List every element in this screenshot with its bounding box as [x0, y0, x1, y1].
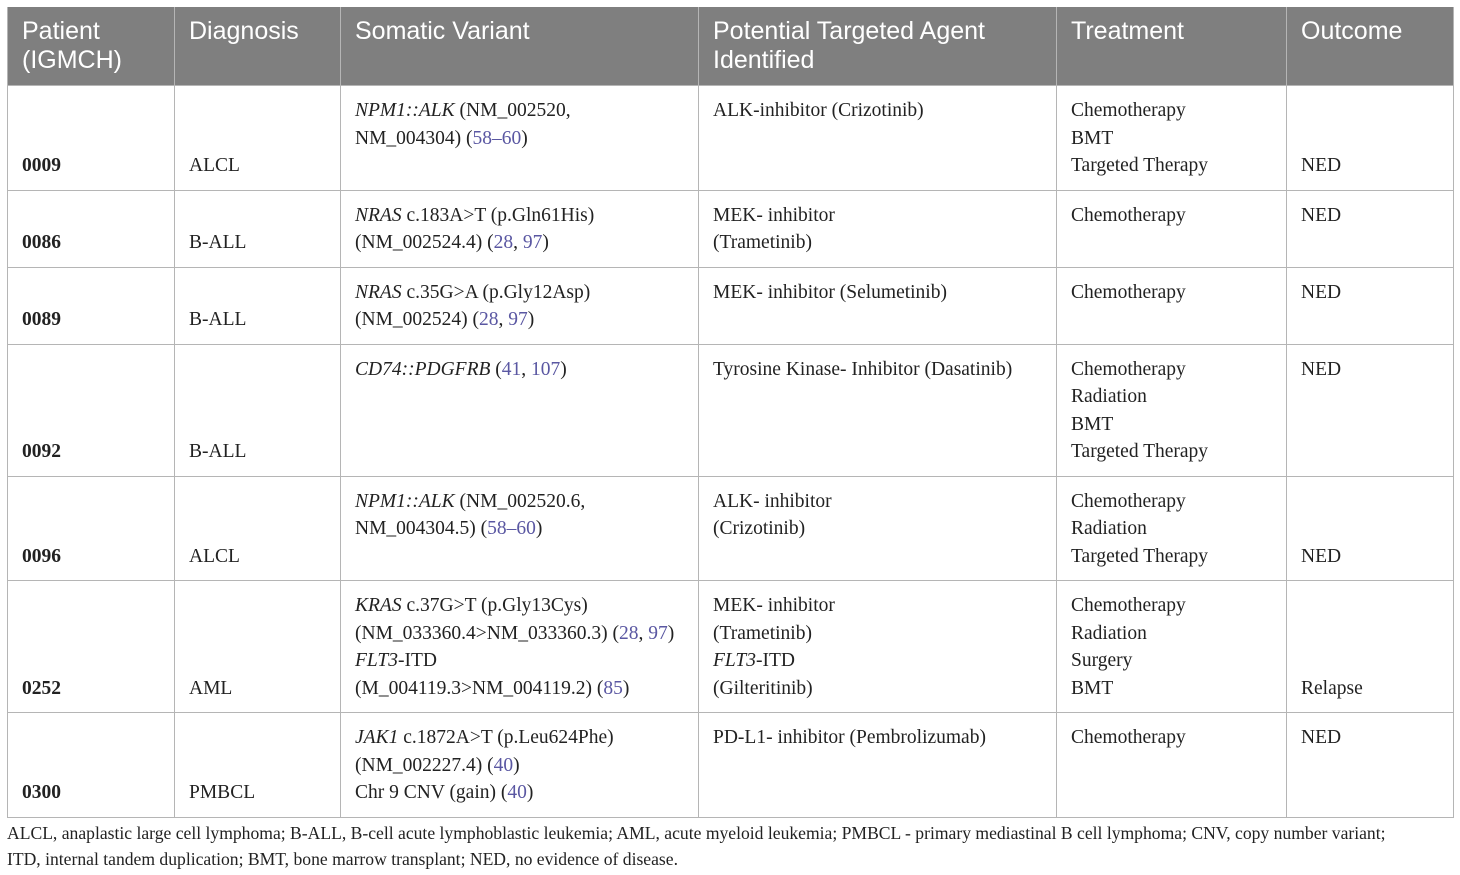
somatic-variant-cell-line	[355, 279, 684, 307]
text-segment: )	[513, 754, 520, 776]
text-segment: NRAS	[355, 204, 402, 226]
text-segment: )	[542, 232, 549, 253]
text-segment: c.183A>T (p.Gln61His)	[401, 204, 595, 226]
reference-link[interactable]: 58–60	[472, 127, 522, 149]
table-row	[8, 344, 1454, 476]
targeted-agent-cell	[699, 86, 1057, 191]
text-segment: (	[490, 358, 502, 380]
text-segment: ALK- inhibitor	[713, 490, 832, 512]
somatic-variant-cell-line	[355, 488, 684, 516]
header-diagnosis: Diagnosis	[175, 7, 341, 86]
text-segment: (NM_002524) (	[355, 309, 480, 330]
reference-link[interactable]: 28	[618, 622, 639, 644]
somatic-variant-cell-line	[355, 647, 684, 675]
somatic-variant-cell	[341, 344, 699, 476]
text-segment: PD-L1- inhibitor (Pembrolizumab)	[713, 727, 986, 748]
text-segment: MEK- inhibitor (Selumetinib)	[713, 281, 947, 303]
somatic-variant-cell-line	[355, 202, 684, 230]
table-row	[8, 267, 1454, 344]
reference-link[interactable]: 107	[531, 358, 561, 380]
text-segment: ,	[638, 622, 649, 644]
diagnosis-cell: ALCL	[175, 86, 341, 191]
text-segment: Chr 9 CNV (gain) (	[355, 782, 508, 803]
text-segment: -ITD	[755, 650, 795, 671]
text-segment: MEK- inhibitor	[713, 595, 835, 616]
text-segment: (Trametinib)	[713, 622, 812, 644]
somatic-variant-cell-line	[355, 125, 684, 153]
reference-link[interactable]: 40	[507, 782, 527, 803]
targeted-agent-cell-line	[713, 592, 1042, 620]
treatment-item: BMT	[1071, 413, 1114, 435]
outcome-cell: NED	[1287, 344, 1454, 476]
reference-link[interactable]: 58–60	[487, 518, 536, 539]
header-targeted-agent: Potential Targeted Agent Identified	[699, 7, 1057, 86]
treatment-item: Radiation	[1071, 386, 1147, 407]
text-segment: (NM_002520.6,	[454, 490, 586, 512]
table-footnote	[7, 820, 1457, 872]
text-segment: (Crizotinib)	[713, 518, 806, 539]
treatment-item: Chemotherapy	[1071, 490, 1186, 512]
somatic-variant-cell-line	[355, 592, 684, 620]
footnote-line: ALCL, anaplastic large cell lymphoma; B-ALL, B-cell acute lymphoblastic leukemia; AML, acute myeloid leukemia; PMBCL - primary mediastinal B cell lymphoma; CNV, copy number variant;	[7, 823, 1386, 843]
treatment-item: Chemotherapy	[1071, 595, 1186, 616]
patient-id-cell: 0086	[8, 190, 175, 267]
footnote-line: ITD, internal tandem duplication; BMT, bone marrow transplant; NED, no evidence of disease.	[7, 849, 678, 869]
targeted-agent-cell-line	[713, 202, 1042, 230]
treatment-item: Chemotherapy	[1071, 358, 1186, 380]
targeted-agent-cell-line	[713, 488, 1042, 516]
treatment-item: Radiation	[1071, 518, 1147, 539]
text-segment: NM_004304.5) (	[355, 518, 488, 539]
text-segment: (Trametinib)	[713, 232, 812, 253]
reference-link[interactable]: 40	[493, 754, 514, 776]
text-segment: NPM1::ALK	[355, 100, 455, 121]
somatic-variant-cell-line	[355, 620, 684, 648]
text-segment: )	[527, 309, 535, 330]
treatment-cell	[1057, 344, 1287, 476]
text-segment: (NM_033360.4>NM_033360.3) (	[355, 622, 619, 644]
targeted-agent-cell-line	[713, 356, 1042, 384]
text-segment: MEK- inhibitor	[713, 204, 835, 226]
somatic-variant-cell-line	[355, 97, 684, 125]
text-segment: NPM1::ALK	[355, 490, 455, 512]
somatic-variant-cell	[341, 86, 699, 191]
reference-link[interactable]: 97	[648, 622, 668, 644]
treatment-cell	[1057, 190, 1287, 267]
header-treatment: Treatment	[1057, 7, 1287, 86]
reference-link[interactable]: 97	[508, 309, 528, 330]
targeted-agent-cell-line	[713, 279, 1042, 307]
table-row	[8, 86, 1454, 191]
text-segment: c.35G>A (p.Gly12Asp)	[401, 281, 591, 303]
table-row	[8, 713, 1454, 818]
outcome-cell: NED	[1287, 713, 1454, 818]
table-row	[8, 476, 1454, 581]
text-segment: c.37G>T (p.Gly13Cys)	[401, 595, 588, 616]
text-segment: )	[535, 518, 543, 539]
treatment-item: Chemotherapy	[1071, 281, 1186, 303]
diagnosis-cell: ALCL	[175, 476, 341, 581]
treatment-item: Targeted Therapy	[1071, 545, 1209, 567]
targeted-agent-cell-line	[713, 647, 1042, 675]
outcome-cell: NED	[1287, 267, 1454, 344]
somatic-variant-cell	[341, 713, 699, 818]
targeted-agent-cell	[699, 713, 1057, 818]
targeted-agent-cell	[699, 190, 1057, 267]
targeted-agent-cell-line	[713, 620, 1042, 648]
patient-id-cell: 0092	[8, 344, 175, 476]
somatic-variant-cell-line	[355, 675, 684, 703]
reference-link[interactable]: 85	[603, 677, 623, 699]
text-segment: )	[667, 622, 675, 644]
reference-link[interactable]: 97	[522, 232, 543, 253]
outcome-cell: NED	[1287, 476, 1454, 581]
somatic-variant-cell-line	[355, 779, 684, 807]
targeted-agent-cell-line	[713, 675, 1042, 703]
somatic-variant-cell-line	[355, 229, 684, 257]
treatment-item: Targeted Therapy	[1071, 441, 1209, 462]
header-somatic-variant: Somatic Variant	[341, 7, 699, 86]
somatic-variant-cell	[341, 267, 699, 344]
patient-id-cell: 0300	[8, 713, 175, 818]
text-segment: NM_004304) (	[355, 127, 473, 149]
diagnosis-cell: PMBCL	[175, 713, 341, 818]
somatic-variant-cell	[341, 476, 699, 581]
text-segment: )	[560, 358, 567, 380]
text-segment: ,	[521, 358, 532, 380]
text-segment: FLT3	[355, 650, 398, 671]
text-segment: JAK1	[355, 727, 399, 748]
text-segment: (NM_002520,	[454, 100, 571, 121]
text-segment: NRAS	[355, 281, 402, 303]
text-segment: KRAS	[355, 595, 402, 616]
text-segment: ALK-inhibitor (Crizotinib)	[713, 100, 924, 121]
targeted-agent-cell-line	[713, 515, 1042, 543]
text-segment: ,	[498, 309, 509, 330]
reference-link[interactable]: 28	[479, 309, 499, 330]
treatment-item: Chemotherapy	[1071, 727, 1186, 748]
treatment-item: Targeted Therapy	[1071, 155, 1209, 176]
treatment-cell	[1057, 581, 1287, 713]
treatment-item: Chemotherapy	[1071, 204, 1186, 226]
patient-id-cell: 0252	[8, 581, 175, 713]
text-segment: )	[622, 677, 630, 699]
treatment-cell	[1057, 267, 1287, 344]
somatic-variant-cell-line	[355, 356, 684, 384]
text-segment: c.1872A>T (p.Leu624Phe)	[398, 727, 614, 748]
header-patient: Patient (IGMCH)	[8, 7, 175, 86]
text-segment: -ITD	[397, 650, 437, 671]
text-segment: (NM_002227.4) (	[355, 754, 494, 776]
text-segment: )	[521, 127, 528, 149]
text-segment: (Gilteritinib)	[713, 677, 813, 699]
outcome-cell: NED	[1287, 86, 1454, 191]
text-segment: ,	[513, 232, 523, 253]
diagnosis-cell: B-ALL	[175, 267, 341, 344]
diagnosis-cell: B-ALL	[175, 190, 341, 267]
treatment-item: BMT	[1071, 127, 1114, 149]
targeted-agent-cell	[699, 581, 1057, 713]
text-segment: CD74::PDGFRB	[355, 358, 491, 380]
header-outcome: Outcome	[1287, 7, 1454, 86]
somatic-variant-cell-line	[355, 752, 684, 780]
outcome-cell: Relapse	[1287, 581, 1454, 713]
treatment-item: Surgery	[1071, 650, 1133, 671]
diagnosis-cell: AML	[175, 581, 341, 713]
targeted-agent-cell-line	[713, 724, 1042, 752]
somatic-variant-cell-line	[355, 306, 684, 334]
text-segment: (M_004119.3>NM_004119.2) (	[355, 677, 604, 699]
treatment-cell	[1057, 713, 1287, 818]
treatment-cell	[1057, 86, 1287, 191]
text-segment: (NM_002524.4) (	[355, 232, 494, 253]
treatment-item: BMT	[1071, 677, 1114, 699]
targeted-agent-cell	[699, 476, 1057, 581]
patient-id-cell: 0089	[8, 267, 175, 344]
somatic-variant-cell-line	[355, 724, 684, 752]
table-body	[8, 86, 1454, 818]
targeted-agent-cell	[699, 344, 1057, 476]
text-segment: FLT3	[713, 650, 756, 671]
table-row	[8, 581, 1454, 713]
table-header-row	[8, 7, 1454, 86]
text-segment: Tyrosine Kinase- Inhibitor (Dasatinib)	[713, 358, 1013, 380]
treatment-item: Radiation	[1071, 622, 1147, 644]
table-row	[8, 190, 1454, 267]
somatic-variant-cell	[341, 581, 699, 713]
patient-id-cell: 0096	[8, 476, 175, 581]
data-table	[7, 7, 1454, 818]
reference-link[interactable]: 41	[501, 358, 522, 380]
somatic-variant-cell-line	[355, 515, 684, 543]
somatic-variant-cell	[341, 190, 699, 267]
reference-link[interactable]: 28	[493, 232, 514, 253]
targeted-agent-cell-line	[713, 229, 1042, 257]
outcome-cell: NED	[1287, 190, 1454, 267]
patient-id-cell: 0009	[8, 86, 175, 191]
diagnosis-cell: B-ALL	[175, 344, 341, 476]
treatment-cell	[1057, 476, 1287, 581]
targeted-agent-cell	[699, 267, 1057, 344]
treatment-item: Chemotherapy	[1071, 100, 1186, 121]
targeted-agent-cell-line	[713, 97, 1042, 125]
text-segment: )	[526, 782, 534, 803]
